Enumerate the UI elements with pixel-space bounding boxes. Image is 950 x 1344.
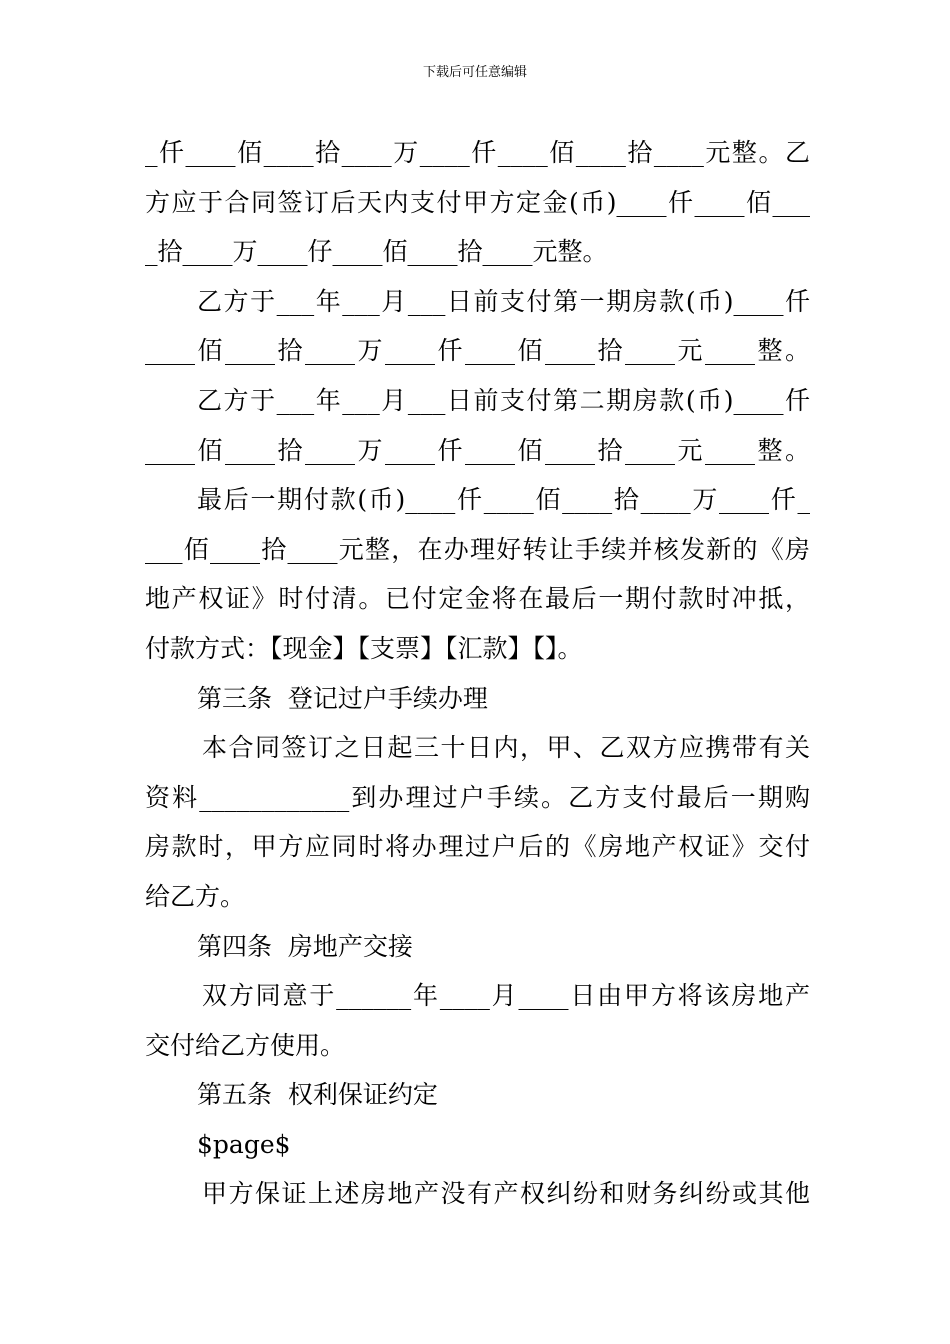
text-line: ____佰____拾____万____仟____佰____拾____元____整。 bbox=[145, 336, 810, 366]
text-line: 给乙方。 bbox=[145, 881, 246, 911]
text-line: 交付给乙方使用。 bbox=[145, 1030, 346, 1060]
section-heading: 第三条 登记过户手续办理 bbox=[197, 683, 488, 713]
section-heading: 第五条 权利保证约定 bbox=[197, 1080, 438, 1110]
page-header: 下载后可任意编辑 bbox=[422, 65, 527, 80]
text-line: ____佰____拾____万____仟____佰____拾____元____整。 bbox=[145, 435, 810, 465]
page-marker: $page$ bbox=[197, 1129, 291, 1159]
document-body bbox=[145, 128, 810, 1219]
text-line: ___佰____拾____元整，在办理好转让手续并核发新的《房 bbox=[145, 534, 810, 564]
text-line: 乙方于___年___月___日前支付第一期房款(币)____仟 bbox=[197, 286, 810, 316]
text-line: 最后一期付款(币)____仟____佰____拾____万____仟_ bbox=[197, 485, 810, 515]
text-line: _拾____万____仔____佰____拾____元整。 bbox=[145, 237, 608, 267]
text-line: 乙方于___年___月___日前支付第二期房款(币)____仟 bbox=[197, 385, 810, 415]
text-line: 房款时，甲方应同时将办理过户后的《房地产权证》交付 bbox=[145, 832, 810, 862]
text-line: 双方同意于______年____月____日由甲方将该房地产 bbox=[202, 981, 810, 1011]
text-line: 资料____________到办理过户手续。乙方支付最后一期购 bbox=[145, 782, 810, 812]
text-line: 本合同签订之日起三十日内，甲、乙双方应携带有关 bbox=[202, 733, 810, 763]
text-line: 地产权证》时付清。已付定金将在最后一期付款时冲抵， bbox=[145, 584, 810, 614]
text-line: _仟____佰____拾____万____仟____佰____拾____元整。乙 bbox=[145, 138, 810, 167]
text-line: 甲方保证上述房地产没有产权纠纷和财务纠纷或其他 bbox=[202, 1179, 810, 1209]
text-line: 方应于合同签订后天内支付甲方定金(币)____仟____佰___ bbox=[145, 187, 810, 217]
section-heading: 第四条 房地产交接 bbox=[197, 931, 413, 961]
text-line: 付款方式：【现金】【支票】【汇款】【】。 bbox=[145, 633, 583, 663]
